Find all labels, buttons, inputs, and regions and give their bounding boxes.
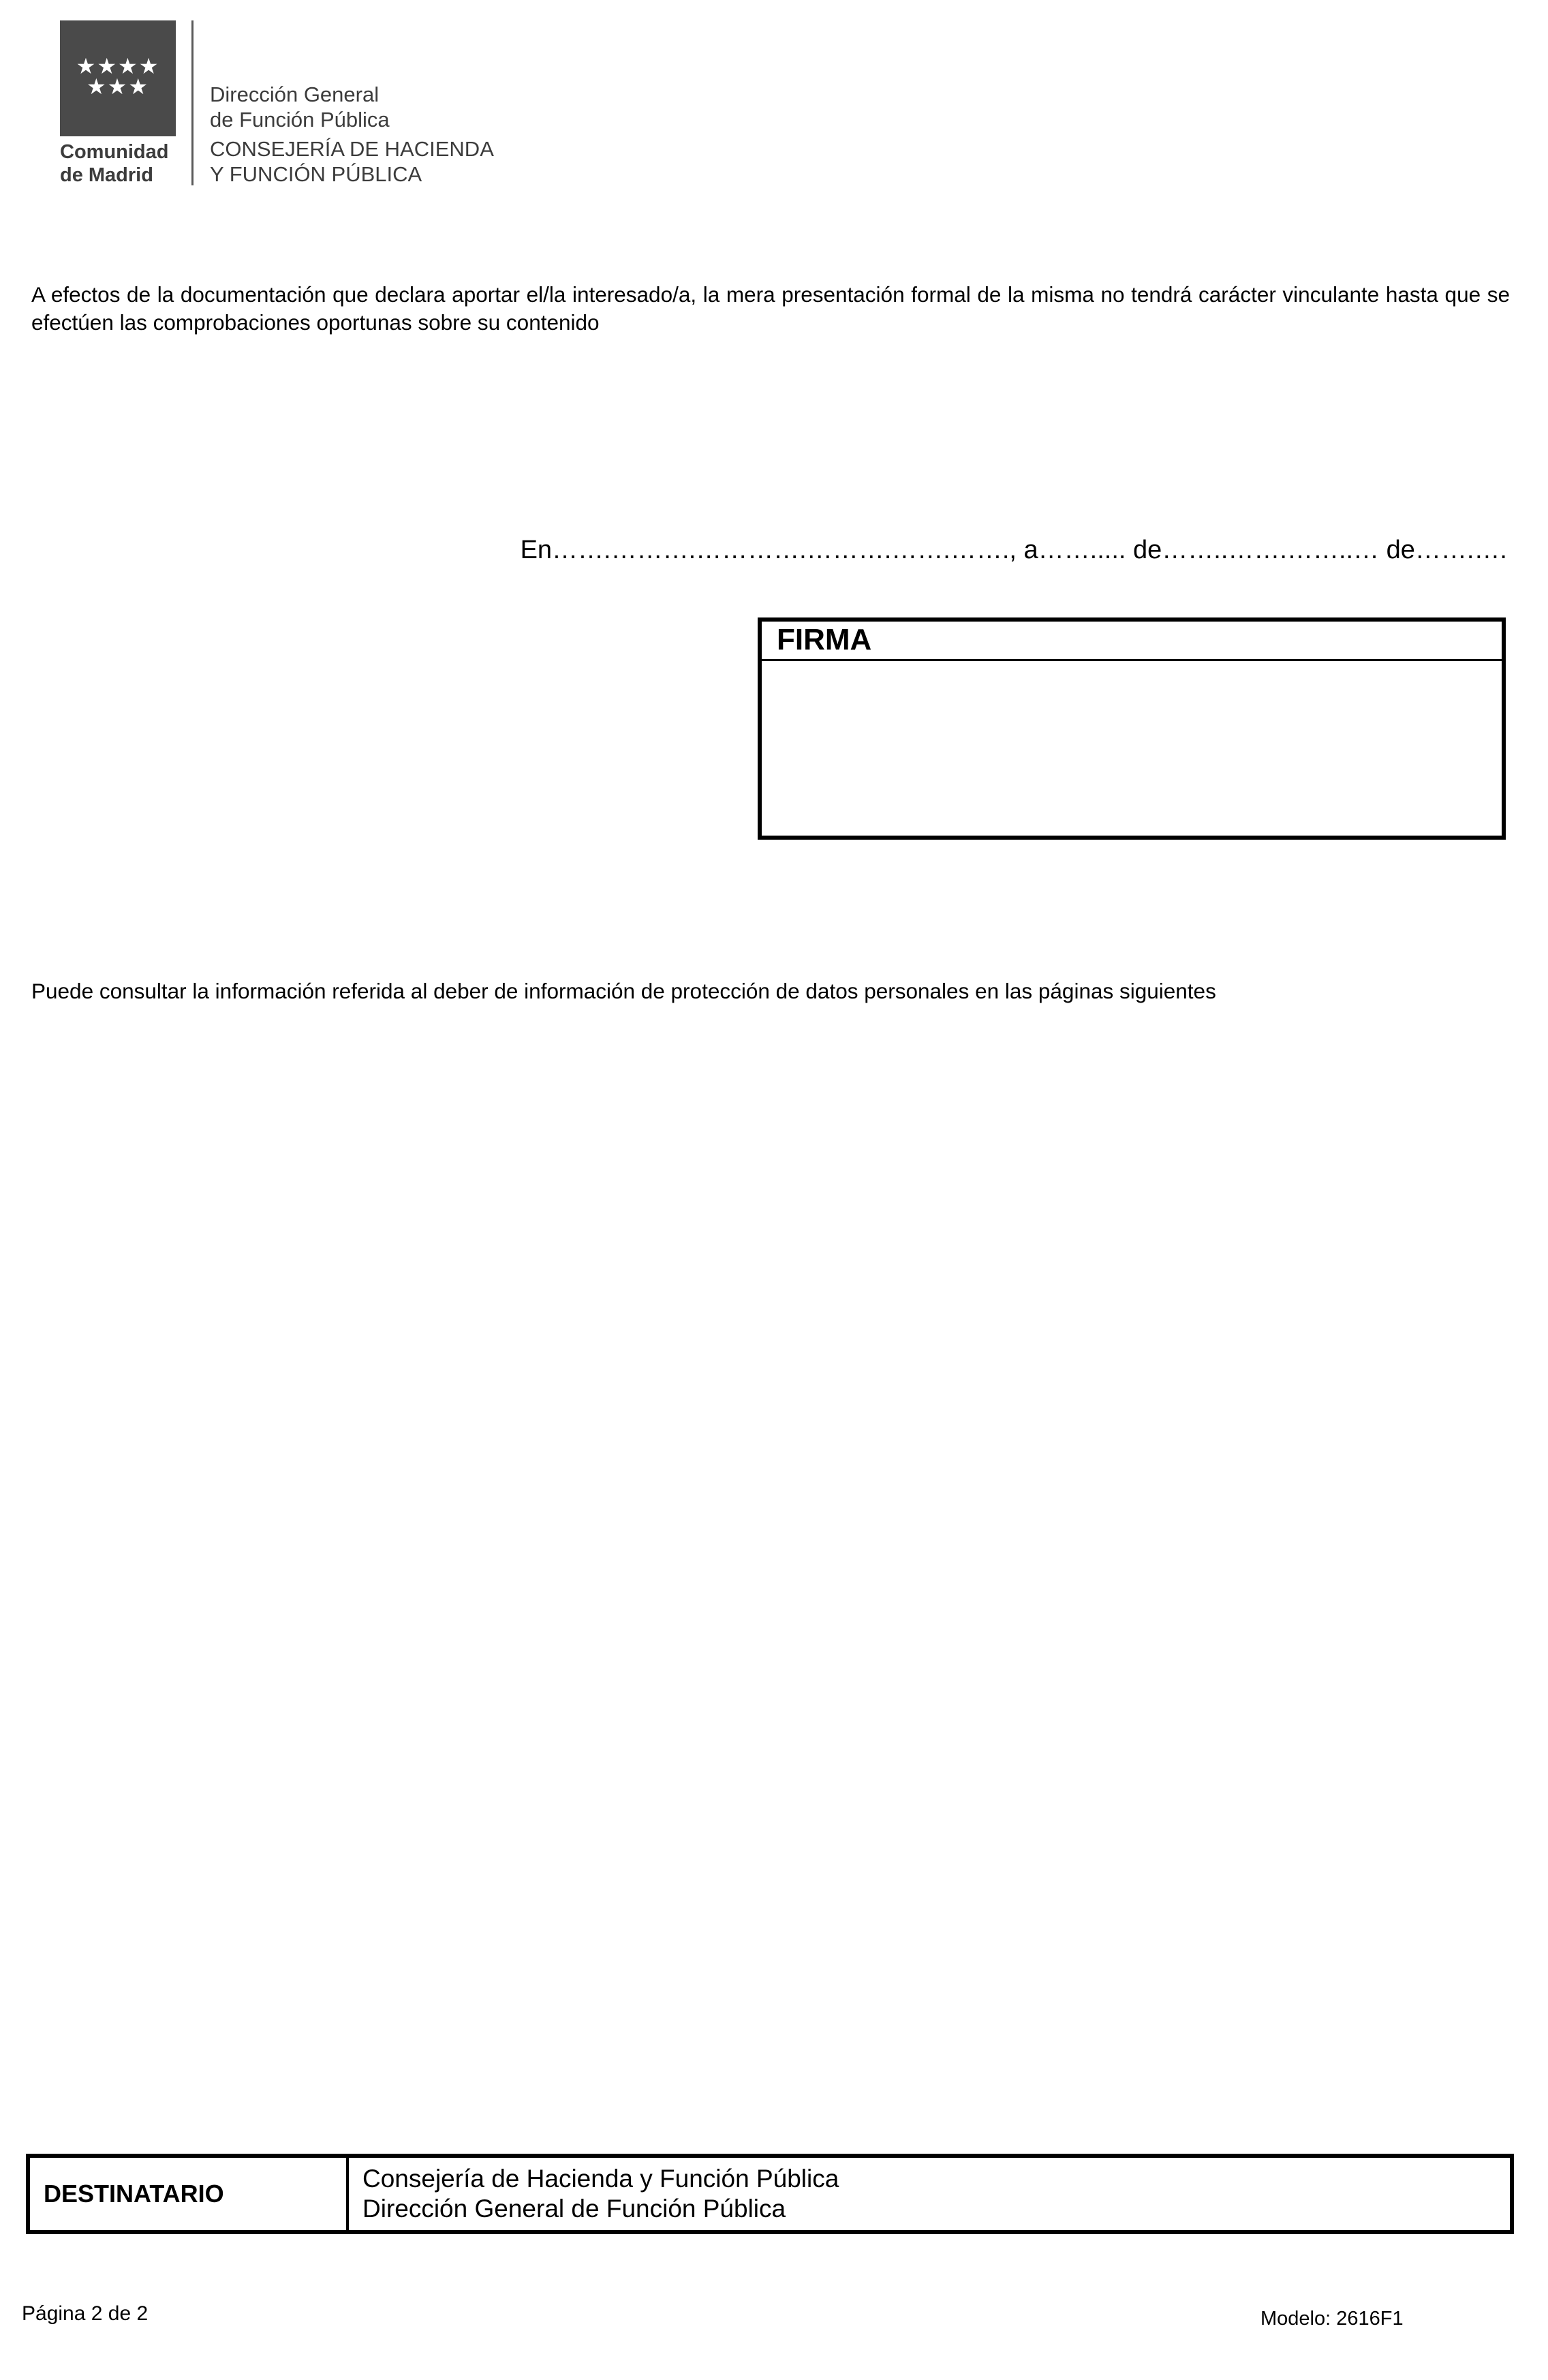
model-number: Modelo: 2616F1: [1260, 2308, 1404, 2330]
logo-divider: [191, 20, 194, 185]
logo-stars-icon: ★★★★ ★★★: [76, 53, 160, 100]
data-protection-note: Puede consultar la información referida al deber de información de protección de datos personales en las páginas siguientes: [31, 979, 1216, 1003]
logo-name: [60, 140, 176, 187]
recipient-value: [349, 2158, 1510, 2230]
documentation-notice: A efectos de la documentación que declara aportar el/la interesado/a, la mera presentación formal de la misma no tendrá carácter vinculante hasta que se efectúen las comprobaciones oportunas sobre su contenido: [31, 282, 1510, 335]
logo-name-line1: Comunidad: [60, 141, 169, 163]
signature-box[interactable]: [758, 617, 1506, 840]
date-place-line: En…….……….………….……….…….……., a……..... de……..…….……..… de…….….: [520, 536, 1507, 564]
department-line3: CONSEJERÍA DE HACIENDA: [210, 137, 494, 161]
comunidad-madrid-logo: [60, 20, 176, 136]
recipient-table: [26, 2154, 1514, 2234]
recipient-label: DESTINATARIO: [30, 2158, 349, 2230]
signature-box-title: FIRMA: [762, 622, 1502, 661]
department-line4: Y FUNCIÓN PÚBLICA: [210, 162, 422, 186]
recipient-line2: Dirección General de Función Pública: [362, 2195, 786, 2223]
recipient-line1: Consejería de Hacienda y Función Pública: [362, 2165, 839, 2193]
department-line2: de Función Pública: [210, 108, 390, 132]
department-line1: Dirección General: [210, 82, 380, 106]
logo-name-line2: de Madrid: [60, 164, 153, 186]
department-heading: [210, 82, 494, 187]
page-number: Página 2 de 2: [22, 2302, 149, 2325]
